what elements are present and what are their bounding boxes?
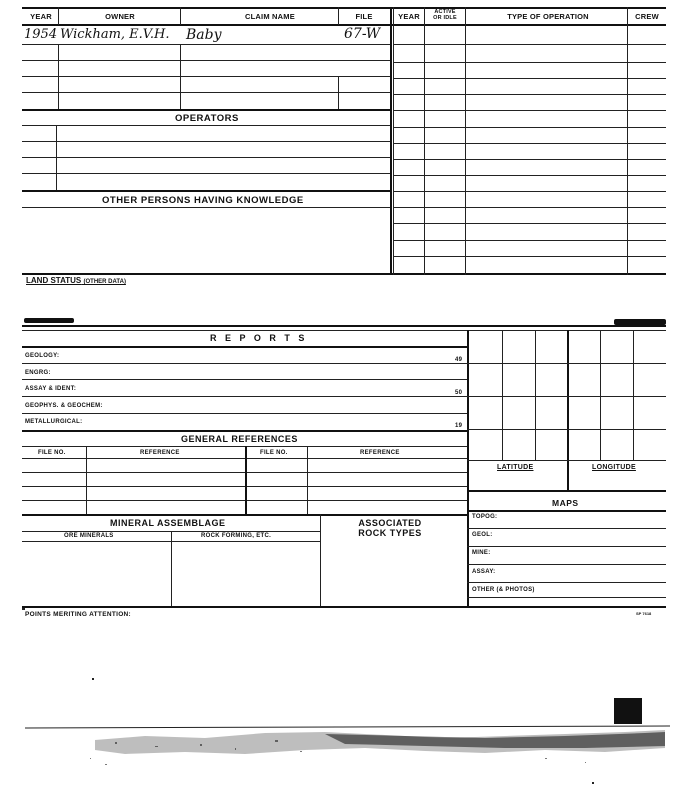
ref-col-file-no-2: FILE NO. xyxy=(260,450,288,456)
header-year: YEAR xyxy=(30,12,52,21)
ref-col-reference: REFERENCE xyxy=(140,450,180,456)
report-geophys: GEOPHYS. & GEOCHEM: xyxy=(25,403,103,409)
dot-3 xyxy=(592,782,594,784)
reports-title: R E P O R T S xyxy=(210,333,308,343)
ink-mark-left xyxy=(24,318,74,323)
header-claim-name: CLAIM NAME xyxy=(245,12,295,21)
entry-owner: Wickham, E.V.H. xyxy=(60,27,170,42)
report-metallurgical: METALLURGICAL: xyxy=(25,419,83,425)
map-mine: MINE: xyxy=(472,550,491,556)
operators-title: OPERATORS xyxy=(175,113,239,124)
dot-2 xyxy=(22,608,25,610)
map-geol: GEOL: xyxy=(472,532,493,538)
mineral-assemblage-title: MINERAL ASSEMBLAGE xyxy=(110,518,226,528)
report-metallurgical-num: 19 xyxy=(455,423,463,429)
land-status-label: LAND STATUS (OTHER DATA) xyxy=(26,276,126,285)
mineral-col-ore: ORE MINERALS xyxy=(64,533,114,539)
smudge-band xyxy=(25,718,670,768)
latitude-label: LATITUDE xyxy=(497,464,534,471)
header-file: FILE xyxy=(355,12,373,21)
ref-col-reference-2: REFERENCE xyxy=(360,450,400,456)
entry-file: 67-W xyxy=(344,26,381,42)
header-year-right: YEAR xyxy=(398,12,420,21)
entry-claim: Baby xyxy=(186,27,222,43)
header-crew: CREW xyxy=(635,12,659,21)
header-type-of-operation: TYPE OF OPERATION xyxy=(507,12,589,21)
report-assay-num: 50 xyxy=(455,390,463,396)
mineral-col-rock: ROCK FORMING, ETC. xyxy=(201,533,272,539)
header-active-idle: ACTIVE OR IDLE xyxy=(433,9,457,21)
ref-col-file-no: FILE NO. xyxy=(38,450,66,456)
dot-1 xyxy=(92,678,94,680)
report-geology: GEOLOGY: xyxy=(25,353,60,359)
form-number: SP 7618 xyxy=(636,611,652,616)
entry-year: 1954 xyxy=(24,27,58,42)
map-assay: ASSAY: xyxy=(472,569,496,575)
map-topog: TOPOG: xyxy=(472,514,498,520)
associated-rock-types-title: ASSOCIATED ROCK TYPES xyxy=(358,518,422,538)
maps-title: MAPS xyxy=(552,498,579,508)
general-references-title: GENERAL REFERENCES xyxy=(181,434,298,444)
map-other: OTHER (& PHOTOS) xyxy=(472,587,535,593)
report-geology-num: 49 xyxy=(455,357,463,363)
header-owner: OWNER xyxy=(105,12,135,21)
report-engrg: ENGRG: xyxy=(25,370,51,376)
longitude-label: LONGITUDE xyxy=(592,464,636,471)
report-assay: ASSAY & IDENT: xyxy=(25,386,77,392)
points-meriting-attention: POINTS MERITING ATTENTION: xyxy=(25,611,132,618)
other-persons-title: OTHER PERSONS HAVING KNOWLEDGE xyxy=(102,195,304,206)
